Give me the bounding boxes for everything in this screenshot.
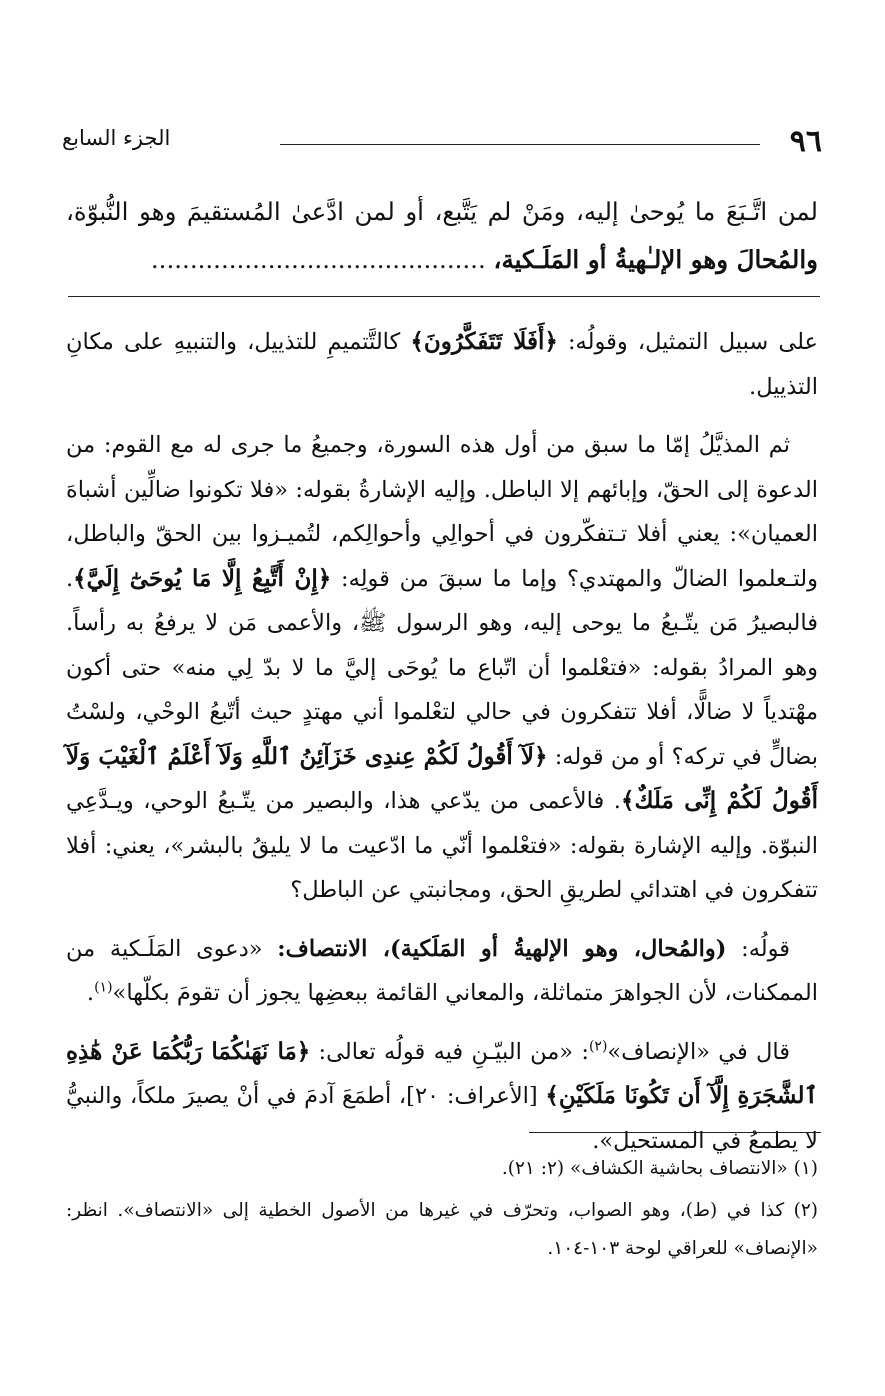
footnote: (١) «الانتصاف بحاشية الكشاف» (٢: ٢١).: [501, 1158, 818, 1179]
paragraph: [66, 320, 818, 409]
matn-text: [66, 188, 818, 284]
quran-verse: ﴿مَا نَهَىٰكُمَا رَبُّكُمَا عَنْ هَٰذِهِ ٱلشَّجَرَةِ إِلَّآ أَن تَكُونَا مَلَكَيْنِ﴾: [66, 1037, 818, 1109]
quran-verse: ﴿إِنْ أَتَّبِعُ إِلَّا مَا يُوحَىٰٓ إِلَيَّ﴾: [73, 564, 332, 592]
footnote: (٢) كذا في (ط)، وهو الصواب، وتحرّف في غيرها من الأصول الخطية إلى «الانتصاف». انظر: «الإنصاف» للعراقي لوحة ١٠٣-١٠٤.: [66, 1200, 818, 1259]
text-run: على سبيل التمثيل، وقولُه:: [557, 329, 818, 355]
footnote-divider: [529, 1132, 821, 1133]
matn-part: لمن اتَّـبَعَ ما يُوحىٰ إليه، ومَنْ لم يَتَّبع، أو لمن ادَّعىٰ المُستقيمَ وهو النُّبوّة،: [66, 197, 818, 226]
text-run: [الأعراف: ٢٠]، أطمَعَ آدمَ في أنْ يصيرَ ملكاً، والنبيُّ لا يطمعُ في المستحيل».: [66, 1083, 818, 1154]
bold-lemma: (والمُحال، وهو الإلهيةُ أو المَلَكية)، الانتصاف:: [277, 935, 727, 962]
paragraph: [66, 1030, 818, 1164]
paragraph: [66, 423, 818, 913]
matn-dots: ...........................................: [150, 245, 494, 274]
text-run: : «من البيّـنِ فيه قولُه تعالى:: [310, 1038, 589, 1065]
text-run: . فالأعمى من يدّعي هذا، والبصير من يتّـبعُ الوحي، ويـدَّعِي النبوّة. وإليه الإشارة بقوله: «فتعْلموا أنّي ما ادّعيت ما لا يليقُ بالبشر»، يعني: أفلا تتفكرون في اهتدائي لطريقِ الحق، ومجانبتي عن الباطل؟: [66, 788, 818, 903]
text-run: . فالبصيرُ مَن يتّـبعُ ما يوحى إليه، وهو الرسول ﷺ، والأعمى مَن لا يرفعُ به رأساً. وهو المرادُ بقوله: «فتعْلموا أن اتّباع ما يُوحَى إليَّ ما لا بدّ لِي منه» حتى أكون مهْتدياً لا ضالًّا، أفلا تتفكرون في حالي لتعْلموا أني مهتدٍ حيث أتّبعُ الوحْي، ولسْتُ بضالٍّ في تركه؟ أو من قوله:: [66, 565, 818, 770]
footnote-ref[interactable]: (٢): [588, 1038, 608, 1054]
footnote-ref[interactable]: (١): [94, 979, 113, 996]
page-header: [62, 118, 822, 168]
commentary-body: [66, 320, 818, 1177]
text-run: كالتَّتميمِ للتذييل، والتنبيهِ على مكانِ التذييل.: [66, 329, 818, 400]
text-run: .: [86, 980, 95, 1006]
quran-verse: ﴿أَفَلَا تَتَفَكَّرُونَ﴾: [410, 328, 558, 355]
matn-divider: [68, 296, 820, 297]
footnotes: [66, 1150, 818, 1272]
running-head: الجزء السابع: [62, 126, 171, 150]
text-run: قال في «الإنصاف»: [607, 1038, 790, 1065]
text-run: قولُه:: [726, 935, 791, 962]
quran-verse: ﴿لَآ أَقُولُ لَكُمْ عِندِى خَزَآئِنُ ٱللَّهِ وَلَآ أَعْلَمُ ٱلْغَيْبَ وَلَآ أَقُولُ لَكُمْ إِنِّى مَلَكٌ﴾: [66, 742, 818, 814]
header-rule: [280, 144, 760, 145]
page-number: ٩٦: [789, 124, 822, 159]
text-run: ثم المذيَّلُ إمّا ما سبق من أول هذه السورة، وجميعُ ما جرى له مع القوم: من الدعوة إلى الحقّ، وإبائهم إلا الباطل. وإليه الإشارةُ بقوله: «فلا تكونوا ضالِّين أشباهَ العميان»: يعني أفلا تـتفكّرون في أحوالِي وأحوالِكم، لتُميـزوا بين الحقّ والباطل، ولتـعلموا الضالّ والمهتدي؟ وإما ما سبقَ من قولِه:: [66, 432, 818, 592]
text-run: «دعوى المَلَـكية من الممكنات، لأن الجواهرَ متماثلة، والمعاني القائمة ببعضِها يجوز أن تقومَ بكلّها»: [66, 935, 818, 1006]
matn-bold: والمُحالَ وهو الإلـٰهيةُ أو المَلَـكية،: [493, 245, 818, 274]
paragraph: [66, 927, 818, 1016]
